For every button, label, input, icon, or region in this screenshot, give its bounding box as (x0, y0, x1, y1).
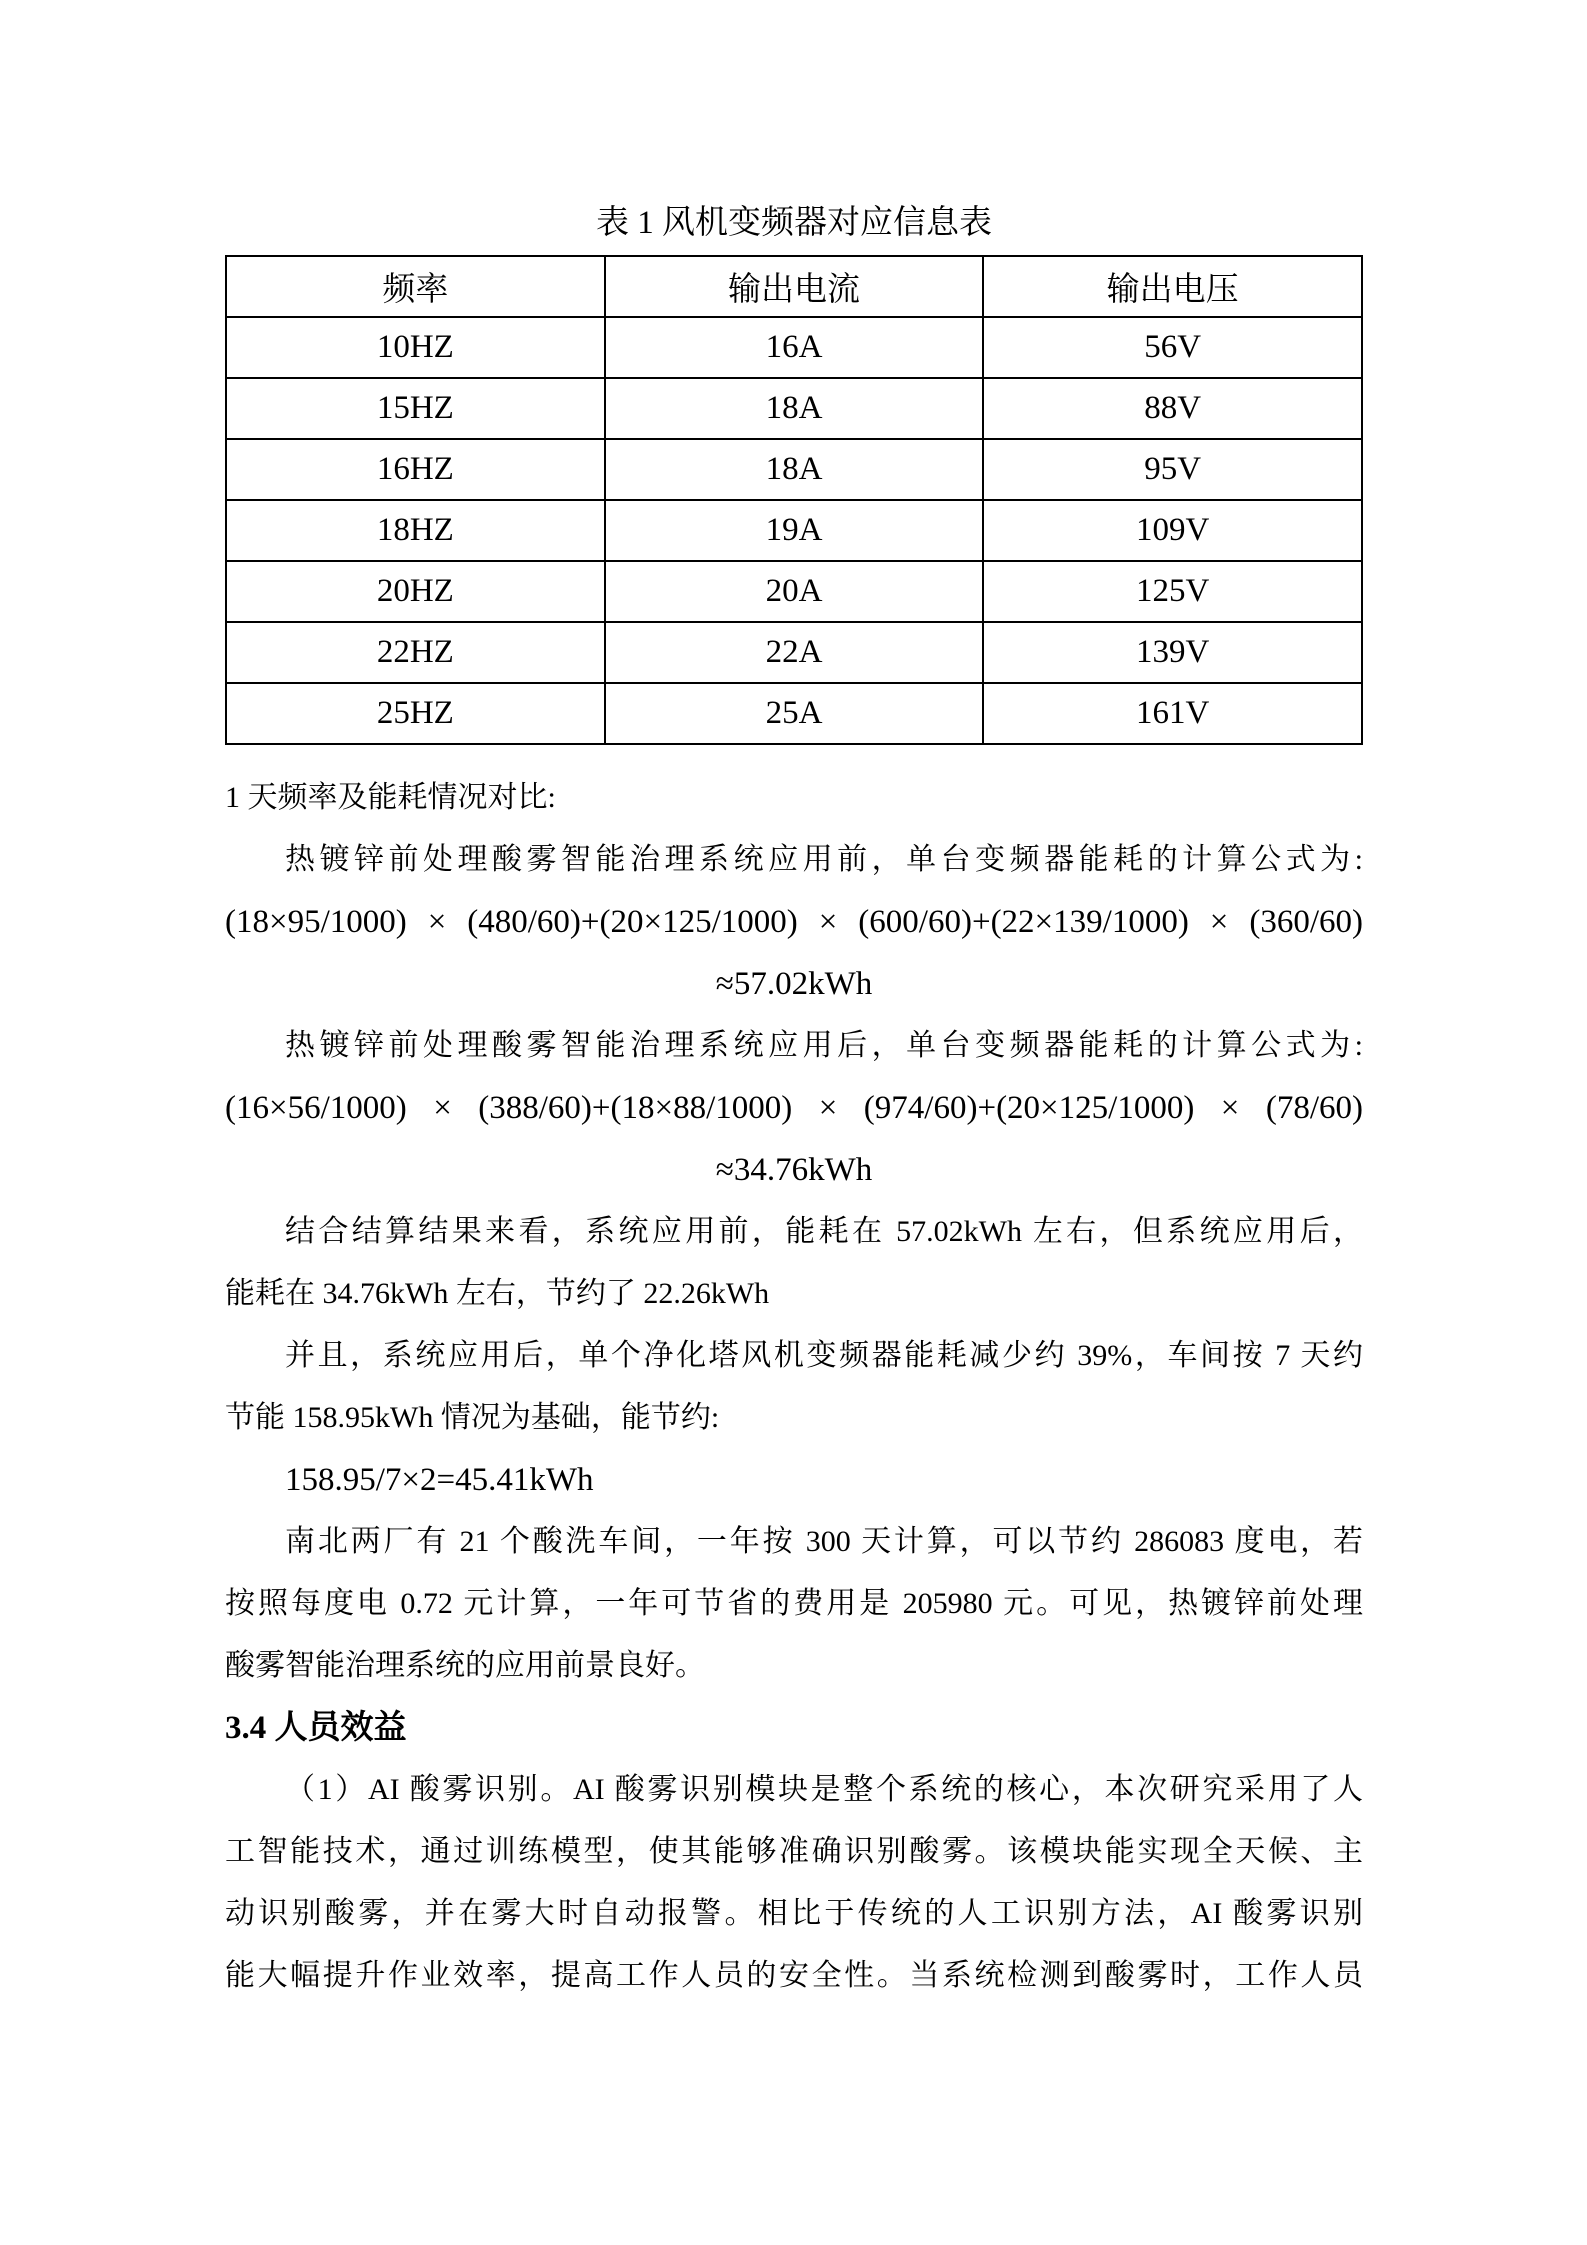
table-cell: 56V (983, 317, 1362, 378)
table-row (226, 439, 1362, 500)
table-row (226, 378, 1362, 439)
paragraph-line: 按照每度电 0.72 元计算，一年可节省的费用是 205980 元。可见，热镀锌前处理 (225, 1587, 1363, 1620)
table-header-cell-output-voltage: 输出电压 (983, 256, 1362, 317)
section-heading: 3.4 人员效益 (225, 1710, 407, 1746)
intro-line: 1 天频率及能耗情况对比: (225, 781, 556, 814)
paragraph-line: 热镀锌前处理酸雾智能治理系统应用后，单台变频器能耗的计算公式为: (285, 1029, 1363, 1062)
fan-inverter-info-table (225, 255, 1363, 745)
table-row (226, 500, 1362, 561)
table-body (226, 317, 1362, 744)
table-cell: 25A (605, 683, 984, 744)
table-row (226, 683, 1362, 744)
table-cell: 10HZ (226, 317, 605, 378)
table-cell: 88V (983, 378, 1362, 439)
paragraph-line: 能耗在 34.76kWh 左右，节约了 22.26kWh (225, 1277, 770, 1310)
table-head (226, 256, 1362, 317)
table-cell: 19A (605, 500, 984, 561)
formula-line: (16×56/1000) × (388/60)+(18×88/1000) × (974/60)+(20×125/1000) × (78/60) (225, 1090, 1363, 1126)
paragraph-line: 能大幅提升作业效率，提高工作人员的安全性。当系统检测到酸雾时，工作人员 (225, 1959, 1363, 1992)
table-header-cell-frequency: 频率 (226, 256, 605, 317)
table-cell: 20HZ (226, 561, 605, 622)
paragraph-line: 工智能技术，通过训练模型，使其能够准确识别酸雾。该模块能实现全天候、主 (225, 1835, 1363, 1868)
formula-result-line: ≈57.02kWh (715, 966, 873, 1002)
paragraph-line: 并且，系统应用后，单个净化塔风机变频器能耗减少约 39%，车间按 7 天约 (285, 1339, 1363, 1372)
table-cell: 139V (983, 622, 1362, 683)
table-cell: 18HZ (226, 500, 605, 561)
table-header-cell-output-current: 输出电流 (605, 256, 984, 317)
paragraph-line: 南北两厂有 21 个酸洗车间，一年按 300 天计算，可以节约 286083 度电，若 (285, 1525, 1363, 1558)
table-cell: 20A (605, 561, 984, 622)
body-lines (225, 767, 1363, 2007)
paragraph-line: 动识别酸雾，并在雾大时自动报警。相比于传统的人工识别方法，AI 酸雾识别 (225, 1897, 1363, 1930)
paragraph-line: 结合结算结果来看，系统应用前，能耗在 57.02kWh 左右，但系统应用后， (285, 1215, 1363, 1248)
formula-line: 158.95/7×2=45.41kWh (285, 1462, 594, 1498)
paragraph-line: 酸雾智能治理系统的应用前景良好。 (225, 1649, 705, 1682)
table-cell: 18A (605, 378, 984, 439)
table-caption: 表 1 风机变频器对应信息表 (596, 205, 992, 241)
table-cell: 18A (605, 439, 984, 500)
paragraph-line: 节能 158.95kWh 情况为基础，能节约: (225, 1401, 720, 1434)
table-cell: 16A (605, 317, 984, 378)
table-row (226, 622, 1362, 683)
table-row (226, 317, 1362, 378)
table-row (226, 561, 1362, 622)
formula-line: (18×95/1000) × (480/60)+(20×125/1000) × (600/60)+(22×139/1000) × (360/60) (225, 904, 1363, 940)
table-cell: 22HZ (226, 622, 605, 683)
table-header-row (226, 256, 1362, 317)
formula-result-line: ≈34.76kWh (715, 1152, 873, 1188)
table-cell: 125V (983, 561, 1362, 622)
table-cell: 95V (983, 439, 1362, 500)
table-cell: 25HZ (226, 683, 605, 744)
table-cell: 16HZ (226, 439, 605, 500)
table-cell: 22A (605, 622, 984, 683)
table-cell: 109V (983, 500, 1362, 561)
paragraph-line: （1）AI 酸雾识别。AI 酸雾识别模块是整个系统的核心，本次研究采用了人 (285, 1773, 1363, 1806)
table-cell: 15HZ (226, 378, 605, 439)
table-cell: 161V (983, 683, 1362, 744)
paragraph-line: 热镀锌前处理酸雾智能治理系统应用前，单台变频器能耗的计算公式为: (285, 843, 1363, 876)
